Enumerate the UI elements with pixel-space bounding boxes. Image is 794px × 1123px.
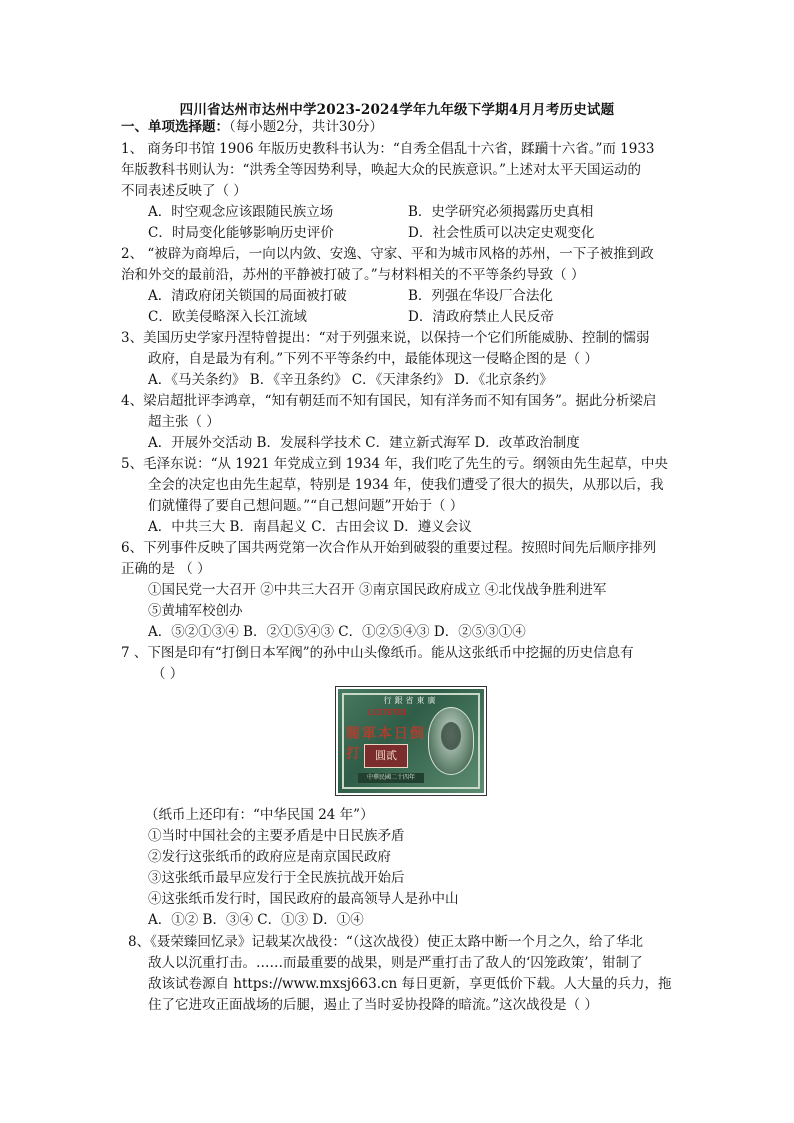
q7-options: A．①② B．③④ C．①③ D．①④ bbox=[148, 912, 364, 928]
q8-line-1: 8、《聂荣臻回忆录》记载某次战役：“（这次战役）使正太路中断一个月之久，给了华北 bbox=[128, 934, 643, 950]
q6-items-line-1: ①国民党一大召开 ②中共三大召开 ③南京国民政府成立 ④北伐战争胜利进军 bbox=[148, 582, 607, 598]
q2-line-2: 治和外交的最前沿，苏州的平静被打破了。”与材料相关的不平等条约导致（ ） bbox=[121, 267, 585, 283]
q1-option-d: D．社会性质可以决定史观变化 bbox=[408, 225, 595, 241]
portrait-icon bbox=[428, 707, 474, 775]
banknote-image bbox=[335, 686, 487, 796]
section-note: （每小题2分，共计30分） bbox=[229, 119, 384, 135]
banknote-date: 中華民國二十四年 bbox=[358, 773, 424, 783]
q3-options: A．《马关条约》 B．《辛丑条约》 C．《天津条约》 D．《北京条约》 bbox=[148, 372, 553, 388]
q8-line-2: 敌人以沉重打击。……而最重要的战果，则是严重打击了敌人的‘囚笼政策’，钳制了 bbox=[148, 955, 643, 971]
q8-line-4: 住了它进攻正面战场的后腿，遏止了当时妥协投降的暗流。”这次战役是（ ） bbox=[148, 997, 598, 1013]
q7-statement-3: ③这张纸币最早应发行于全民族抗战开始后 bbox=[148, 870, 405, 886]
q5-options: A．中共三大 B．南昌起义 C．古田会议 D．遵义会议 bbox=[148, 519, 472, 535]
q5-line-3: 们就懂得了要自己想问题。”“自己想问题”开始于（ ） bbox=[148, 498, 464, 514]
banknote-serial: LC378783 bbox=[368, 708, 407, 717]
q3-line-1: 3、美国历史学家丹涅特曾提出：“对于列强来说，以保持一个它们所能威胁、控制的懦弱 bbox=[121, 330, 650, 346]
q6-options: A．⑤②①③④ B．②①⑤④③ C．①②⑤④③ D．②⑤③①④ bbox=[148, 624, 526, 640]
q1-line-1: 1、 商务印书馆 1906 年版历史教科书认为：“自秀全倡乱十六省，蹂躏十六省。”而 1933 bbox=[121, 141, 655, 157]
q1-option-a: A．时空观念应该跟随民族立场 bbox=[148, 204, 334, 220]
section-heading: 一、单项选择题： bbox=[121, 119, 229, 135]
q4-line-1: 4、梁启超批评李鸿章，“知有朝廷而不知有国民，知有洋务而不知有国务”。据此分析梁启 bbox=[121, 393, 657, 409]
banknote-stamp: 閥軍本日倒打 bbox=[346, 726, 426, 762]
q7-caption: （纸币上还印有：“中华民国 24 年”） bbox=[145, 807, 374, 823]
banknote-value: 圓貳 bbox=[364, 744, 408, 768]
q7-statement-4: ④这张纸币发行时，国民政府的最高领导人是孙中山 bbox=[148, 891, 459, 907]
q6-items-line-2: ⑤黄埔军校创办 bbox=[148, 603, 243, 619]
q6-line-1: 6、下列事件反映了国共两党第一次合作从开始到破裂的重要过程。按照时间先后顺序排列 bbox=[121, 540, 657, 556]
q2-option-d: D．清政府禁止人民反帝 bbox=[408, 309, 554, 325]
q1-option-c: C．时局变化能够影响历史评价 bbox=[148, 225, 334, 241]
section-header bbox=[121, 118, 383, 137]
q8-line-3: 敌该试卷源自 https://www.mxsj663.cn 每日更新，享更低价下载。人大量的兵力，拖 bbox=[148, 976, 672, 992]
q2-option-b: B．列强在华设厂合法化 bbox=[408, 288, 553, 304]
q1-option-b: B．史学研究必须揭露历史真相 bbox=[408, 204, 594, 220]
q3-line-2: 政府，自是最为有利。”下列不平等条约中，最能体现这一侵略企图的是（ ） bbox=[148, 351, 598, 367]
q2-option-c: C．欧美侵略深入长江流域 bbox=[148, 309, 307, 325]
q1-line-2: 年版教科书则认为：“洪秀全等因势利导，唤起大众的民族意识。”上述对太平天国运动的 bbox=[121, 162, 642, 178]
page-title: 四川省达州市达州中学2023-2024学年九年级下学期4月月考历史试题 bbox=[179, 102, 615, 118]
q2-option-a: A．清政府闭关锁国的局面被打破 bbox=[148, 288, 347, 304]
q7-line-1: 7 、下图是印有“打倒日本军阀”的孙中山头像纸币。能从这张纸币中挖掘的历史信息有 bbox=[121, 645, 634, 661]
q5-line-2: 全会的决定也由先生起草，特别是 1934 年，使我们遭受了很大的损失，从那以后，我 bbox=[148, 477, 664, 493]
q4-options: A．开展外交活动 B．发展科学技术 C．建立新式海军 D．改革政治制度 bbox=[148, 435, 580, 451]
portrait-face-icon bbox=[441, 722, 461, 750]
q2-line-1: 2、 “被辟为商埠后，一向以内敛、安逸、守家、平和为城市风格的苏州，一下子被推到政 bbox=[121, 246, 654, 262]
q6-line-2: 正确的是 （ ） bbox=[121, 561, 211, 577]
q1-line-3: 不同表述反映了（ ） bbox=[121, 183, 247, 199]
q7-line-2: （ ） bbox=[152, 666, 184, 682]
banknote-bank-name: 行銀省東廣 bbox=[383, 696, 439, 705]
q4-line-2: 超主张（ ） bbox=[148, 414, 220, 430]
q7-statement-2: ②发行这张纸币的政府应是南京国民政府 bbox=[148, 849, 391, 865]
q7-statement-1: ①当时中国社会的主要矛盾是中日民族矛盾 bbox=[148, 828, 405, 844]
banknote-face bbox=[338, 689, 484, 793]
q5-line-1: 5、毛泽东说：“从 1921 年党成立到 1934 年，我们吃了先生的亏。纲领由先生起草，中央 bbox=[121, 456, 668, 472]
